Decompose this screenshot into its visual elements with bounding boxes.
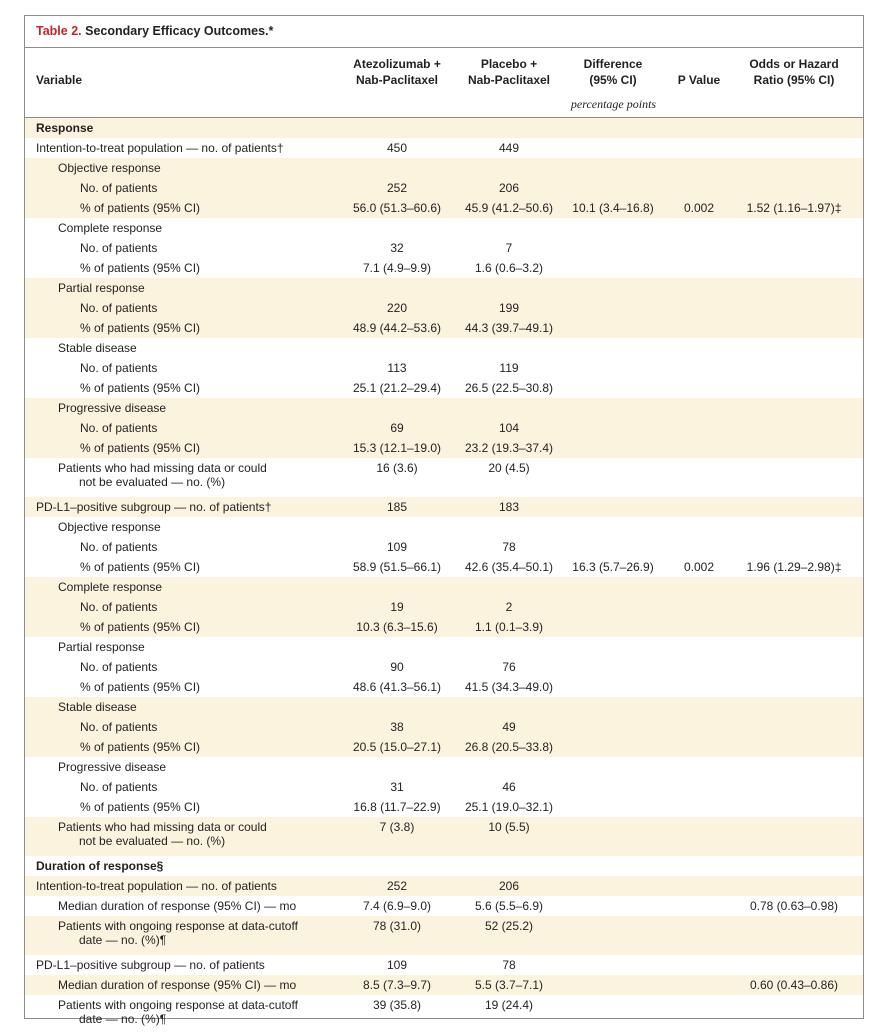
- table-row: [25, 677, 863, 697]
- table-row: [25, 955, 863, 975]
- variable-text-line2: date — no. (%)¶: [79, 1012, 167, 1026]
- placebo-cell: 42.6 (35.4–50.1): [464, 560, 554, 574]
- table-row: [25, 238, 863, 258]
- table-row: [25, 697, 863, 717]
- ratio-cell: 0.78 (0.63–0.98): [749, 899, 839, 913]
- header-difference-line2: (95% CI): [589, 73, 637, 87]
- header-placebo: [457, 56, 561, 88]
- variable-cell: Stable disease: [58, 341, 137, 355]
- table-row: [25, 737, 863, 757]
- table-row: [25, 198, 863, 218]
- table-row: [25, 497, 863, 517]
- placebo-cell: 1.1 (0.1–3.9): [474, 620, 544, 634]
- placebo-cell: 76: [502, 660, 516, 674]
- table-title-text: Secondary Efficacy Outcomes.*: [85, 24, 274, 38]
- variable-cell: No. of patients: [80, 241, 158, 255]
- variable-text-line1: Patients with ongoing response at data-cutoff: [58, 919, 298, 933]
- p-value-cell: 0.002: [683, 560, 715, 574]
- variable-cell: [58, 919, 298, 947]
- table-row: [25, 338, 863, 358]
- table-row: [25, 777, 863, 797]
- table-row: [25, 158, 863, 178]
- placebo-cell: 46: [502, 780, 516, 794]
- header-atezolizumab: [337, 56, 457, 88]
- table-row: [25, 637, 863, 657]
- atezolizumab-cell: 15.3 (12.1–19.0): [352, 441, 442, 455]
- table-row: [25, 298, 863, 318]
- placebo-cell: 10 (5.5): [488, 820, 530, 834]
- placebo-cell: 78: [502, 958, 516, 972]
- placebo-cell: 25.1 (19.0–32.1): [464, 800, 554, 814]
- variable-cell: % of patients (95% CI): [80, 800, 201, 814]
- atezolizumab-cell: 252: [386, 181, 408, 195]
- atezolizumab-cell: 69: [390, 421, 404, 435]
- variable-cell: Objective response: [58, 161, 161, 175]
- variable-cell: No. of patients: [80, 720, 158, 734]
- unit-note: percentage points: [570, 97, 657, 111]
- table-row: [25, 856, 863, 876]
- variable-cell: Complete response: [58, 221, 163, 235]
- header-difference: [565, 56, 661, 88]
- header-difference-line1: Difference: [583, 57, 643, 71]
- variable-cell: Median duration of response (95% CI) — mo: [58, 899, 297, 913]
- ratio-cell: 0.60 (0.43–0.86): [749, 978, 839, 992]
- atezolizumab-cell: 19: [390, 600, 404, 614]
- variable-cell: % of patients (95% CI): [80, 261, 201, 275]
- table-row: [25, 757, 863, 777]
- variable-cell: Progressive disease: [58, 401, 167, 415]
- variable-cell: % of patients (95% CI): [80, 740, 201, 754]
- atezolizumab-cell: 78 (31.0): [372, 919, 422, 933]
- variable-cell: Objective response: [58, 520, 161, 534]
- atezolizumab-cell: 58.9 (51.5–66.1): [352, 560, 442, 574]
- variable-cell: [58, 461, 267, 489]
- variable-cell: No. of patients: [80, 780, 158, 794]
- variable-cell: Intention-to-treat population — no. of patients†: [36, 141, 284, 155]
- variable-cell: No. of patients: [80, 540, 158, 554]
- placebo-cell: 199: [498, 301, 520, 315]
- variable-cell: [58, 998, 298, 1026]
- table-row: [25, 975, 863, 995]
- variable-cell: % of patients (95% CI): [80, 560, 201, 574]
- variable-cell: % of patients (95% CI): [80, 441, 201, 455]
- atezolizumab-cell: 90: [390, 660, 404, 674]
- table-row: [25, 995, 863, 1034]
- variable-cell: Median duration of response (95% CI) — mo: [58, 978, 297, 992]
- atezolizumab-cell: 16 (3.6): [376, 461, 418, 475]
- variable-cell: No. of patients: [80, 660, 158, 674]
- placebo-cell: 52 (25.2): [484, 919, 534, 933]
- header-ratio: [735, 56, 853, 88]
- variable-cell: Complete response: [58, 580, 163, 594]
- table-row: [25, 218, 863, 238]
- placebo-cell: 104: [498, 421, 520, 435]
- header-ratio-line2: Ratio (95% CI): [753, 73, 835, 87]
- difference-cell: 16.3 (5.7–26.9): [572, 560, 654, 574]
- table-row: [25, 577, 863, 597]
- atezolizumab-cell: 10.3 (6.3–15.6): [356, 620, 438, 634]
- atezolizumab-cell: 220: [386, 301, 408, 315]
- atezolizumab-cell: 56.0 (51.3–60.6): [352, 201, 442, 215]
- table-title: [36, 24, 273, 38]
- variable-text-line1: Patients who had missing data or could: [58, 820, 267, 834]
- variable-cell: Duration of response§: [36, 859, 164, 873]
- header-placebo-line2: Nab-Paclitaxel: [467, 73, 551, 87]
- placebo-cell: 26.5 (22.5–30.8): [464, 381, 554, 395]
- variable-cell: % of patients (95% CI): [80, 680, 201, 694]
- table-row: [25, 557, 863, 577]
- variable-cell: No. of patients: [80, 421, 158, 435]
- variable-cell: Response: [36, 121, 94, 135]
- table-row: [25, 797, 863, 817]
- table-row: [25, 358, 863, 378]
- table-row: [25, 318, 863, 338]
- variable-cell: Partial response: [58, 281, 145, 295]
- difference-cell: 10.1 (3.4–16.8): [572, 201, 654, 215]
- atezolizumab-cell: 450: [386, 141, 408, 155]
- variable-text-line2: date — no. (%)¶: [79, 933, 167, 947]
- placebo-cell: 5.6 (5.5–6.9): [474, 899, 544, 913]
- variable-cell: Stable disease: [58, 700, 137, 714]
- placebo-cell: 23.2 (19.3–37.4): [464, 441, 554, 455]
- variable-text-line2: not be evaluated — no. (%): [79, 475, 226, 489]
- atezolizumab-cell: 39 (35.8): [372, 998, 422, 1012]
- placebo-cell: 45.9 (41.2–50.6): [464, 201, 554, 215]
- table-row: [25, 438, 863, 458]
- variable-cell: No. of patients: [80, 600, 158, 614]
- header-atezolizumab-line2: Nab-Paclitaxel: [355, 73, 439, 87]
- table-row: [25, 398, 863, 418]
- placebo-cell: 5.5 (3.7–7.1): [474, 978, 544, 992]
- table-row: [25, 458, 863, 497]
- variable-cell: PD-L1–positive subgroup — no. of patients†: [36, 500, 272, 514]
- variable-cell: No. of patients: [80, 181, 158, 195]
- placebo-cell: 206: [498, 879, 520, 893]
- variable-cell: Partial response: [58, 640, 145, 654]
- table-row: [25, 657, 863, 677]
- variable-cell: [58, 820, 267, 848]
- variable-cell: % of patients (95% CI): [80, 620, 201, 634]
- placebo-cell: 7: [505, 241, 513, 255]
- table-row: [25, 617, 863, 637]
- variable-cell: Progressive disease: [58, 760, 167, 774]
- placebo-cell: 20 (4.5): [488, 461, 530, 475]
- table-row: [25, 876, 863, 896]
- atezolizumab-cell: 7 (3.8): [379, 820, 415, 834]
- atezolizumab-cell: 16.8 (11.7–22.9): [353, 800, 441, 814]
- table-row: [25, 278, 863, 298]
- atezolizumab-cell: 109: [386, 958, 408, 972]
- placebo-cell: 26.8 (20.5–33.8): [464, 740, 554, 754]
- placebo-cell: 206: [498, 181, 520, 195]
- variable-cell: Intention-to-treat population — no. of patients: [36, 879, 277, 893]
- variable-cell: No. of patients: [80, 361, 158, 375]
- table-row: [25, 378, 863, 398]
- ratio-cell: 1.96 (1.29–2.98)‡: [746, 560, 842, 574]
- atezolizumab-cell: 31: [390, 780, 404, 794]
- table-row: [25, 118, 863, 138]
- placebo-cell: 44.3 (39.7–49.1): [464, 321, 554, 335]
- table-row: [25, 517, 863, 537]
- atezolizumab-cell: 32: [390, 241, 404, 255]
- placebo-cell: 183: [498, 500, 520, 514]
- atezolizumab-cell: 7.4 (6.9–9.0): [362, 899, 432, 913]
- placebo-cell: 449: [498, 141, 520, 155]
- atezolizumab-cell: 25.1 (21.2–29.4): [352, 381, 442, 395]
- variable-cell: % of patients (95% CI): [80, 381, 201, 395]
- atezolizumab-cell: 109: [386, 540, 408, 554]
- atezolizumab-cell: 252: [386, 879, 408, 893]
- variable-text-line2: not be evaluated — no. (%): [79, 834, 226, 848]
- variable-cell: No. of patients: [80, 301, 158, 315]
- variable-cell: % of patients (95% CI): [80, 321, 201, 335]
- placebo-cell: 1.6 (0.6–3.2): [474, 261, 544, 275]
- atezolizumab-cell: 38: [390, 720, 404, 734]
- placebo-cell: 49: [502, 720, 516, 734]
- header-p-value: P Value: [677, 73, 721, 87]
- atezolizumab-cell: 48.9 (44.2–53.6): [352, 321, 442, 335]
- table-row: [25, 178, 863, 198]
- p-value-cell: 0.002: [683, 201, 715, 215]
- table-row: [25, 138, 863, 158]
- header-placebo-line1: Placebo +: [480, 57, 538, 71]
- table-row: [25, 537, 863, 557]
- table-row: [25, 717, 863, 737]
- table-row: [25, 418, 863, 438]
- table-row: [25, 896, 863, 916]
- placebo-cell: 119: [499, 361, 519, 375]
- table-frame: [24, 15, 864, 1026]
- table-row: [25, 597, 863, 617]
- header-atezolizumab-line1: Atezolizumab +: [353, 57, 441, 71]
- table-label: Table 2.: [36, 24, 82, 38]
- table-row: [25, 916, 863, 955]
- ratio-cell: 1.52 (1.16–1.97)‡: [746, 201, 842, 215]
- atezolizumab-cell: 185: [386, 500, 408, 514]
- table-row: [25, 817, 863, 856]
- placebo-cell: 78: [502, 540, 516, 554]
- table-title-bar: [25, 16, 863, 48]
- atezolizumab-cell: 48.6 (41.3–56.1): [352, 680, 442, 694]
- placebo-cell: 2: [505, 600, 513, 614]
- variable-cell: PD-L1–positive subgroup — no. of patients: [36, 958, 265, 972]
- atezolizumab-cell: 20.5 (15.0–27.1): [352, 740, 442, 754]
- table-row: [25, 258, 863, 278]
- atezolizumab-cell: 113: [387, 361, 407, 375]
- variable-text-line1: Patients with ongoing response at data-cutoff: [58, 998, 298, 1012]
- placebo-cell: 19 (24.4): [484, 998, 534, 1012]
- placebo-cell: 41.5 (34.3–49.0): [464, 680, 554, 694]
- variable-text-line1: Patients who had missing data or could: [58, 461, 267, 475]
- atezolizumab-cell: 8.5 (7.3–9.7): [362, 978, 432, 992]
- header-ratio-line1: Odds or Hazard: [749, 57, 839, 71]
- atezolizumab-cell: 7.1 (4.9–9.9): [362, 261, 432, 275]
- header-variable: Variable: [36, 73, 83, 87]
- variable-cell: % of patients (95% CI): [80, 201, 201, 215]
